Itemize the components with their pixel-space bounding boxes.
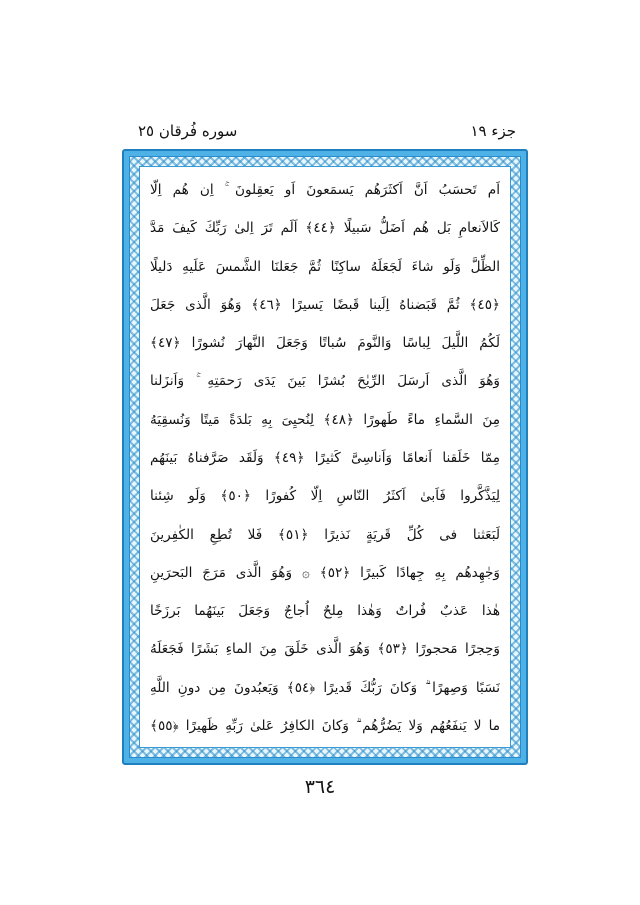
text-line: هٰذا عَذبٌ فُراتٌ وَهٰذا مِلحٌ اُجاجٌ وَجَعَلَ بَينَهُما بَرزَخًا: [150, 603, 500, 620]
text-line: مِنَ السَّماءِ ماءً طَهورًا ﴿٤٨﴾ لِنُحيِىَ بِهِ بَلدَةً مَيتًا وَنُسقِيَهُ: [150, 411, 500, 428]
page-header: [138, 118, 516, 144]
text-line: لَكُمُ اللَّيلَ لِباسًا وَالنَّومَ سُباتًا وَجَعَلَ النَّهارَ نُشورًا ﴿٤٧﴾: [150, 335, 500, 352]
text-line: الظِّلَّ وَلَو شاءَ لَجَعَلَهُ ساكِنًا ثُمَّ جَعَلنَا الشَّمسَ عَلَيهِ دَليلًا: [150, 258, 500, 275]
text-line: لِيَذَّكَّروا فَاَبىٰ اَكثَرُ النّاسِ اِلّا كُفورًا ﴿٥٠﴾ وَلَو شِئنا: [150, 488, 500, 505]
text-line: كَالاَنعامِ بَل هُم اَضَلُّ سَبيلًا ﴿٤٤﴾ اَلَم تَرَ اِلىٰ رَبِّكَ كَيفَ مَدَّ: [150, 220, 500, 237]
ornamental-frame: [122, 149, 528, 765]
text-line: ما لا يَنفَعُهُم وَلا يَضُرُّهُم ۗ وَكانَ الكافِرُ عَلىٰ رَبِّهِ ظَهيرًا ﴿٥٥﴾: [150, 717, 500, 734]
surah-label: سوره فُرقان ٢٥: [138, 122, 238, 140]
juz-label: جزء ١٩: [470, 122, 516, 140]
text-line: وَجٰهِدهُم بِهِ جِهادًا كَبيرًا ﴿٥٢﴾ ۞ وَهُوَ الَّذى مَرَجَ البَحرَينِ: [150, 564, 500, 581]
text-line: وَحِجرًا مَحجورًا ﴿٥٣﴾ وَهُوَ الَّذى خَلَقَ مِنَ الماءِ بَشَرًا فَجَعَلَهُ: [150, 641, 500, 658]
page-number: ٣٦٤: [304, 776, 336, 798]
text-area: [139, 166, 511, 748]
text-line: اَم تَحسَبُ اَنَّ اَكثَرَهُم يَسمَعونَ اَو يَعقِلونَ ۚ اِن هُم اِلّا: [150, 182, 500, 198]
text-line: ﴿٤٥﴾ ثُمَّ قَبَضناهُ اِلَينا قَبضًا يَسيرًا ﴿٤٦﴾ وَهُوَ الَّذى جَعَلَ: [150, 296, 500, 313]
text-line: نَسَبًا وَصِهرًا ۗ وَكانَ رَبُّكَ قَديرًا ﴿٥٤﴾ وَيَعبُدونَ مِن دونِ اللَّهِ: [150, 679, 500, 696]
frame-border-pattern: [129, 156, 521, 758]
text-line: لَبَعَثنا فى كُلِّ قَريَةٍ نَذيرًا ﴿٥١﴾ فَلا تُطِعِ الكٰفِرينَ: [150, 526, 500, 543]
text-line: وَهُوَ الَّذى اَرسَلَ الرِّيٰحَ بُشرًا بَينَ يَدَى رَحمَتِهِ ۚ وَاَنزَلنا: [150, 373, 500, 390]
text-line: مِمّا خَلَقنا اَنعامًا وَاَناسِىَّ كَثيرًا ﴿٤٩﴾ وَلَقَد صَرَّفناهُ بَينَهُم: [150, 449, 500, 466]
